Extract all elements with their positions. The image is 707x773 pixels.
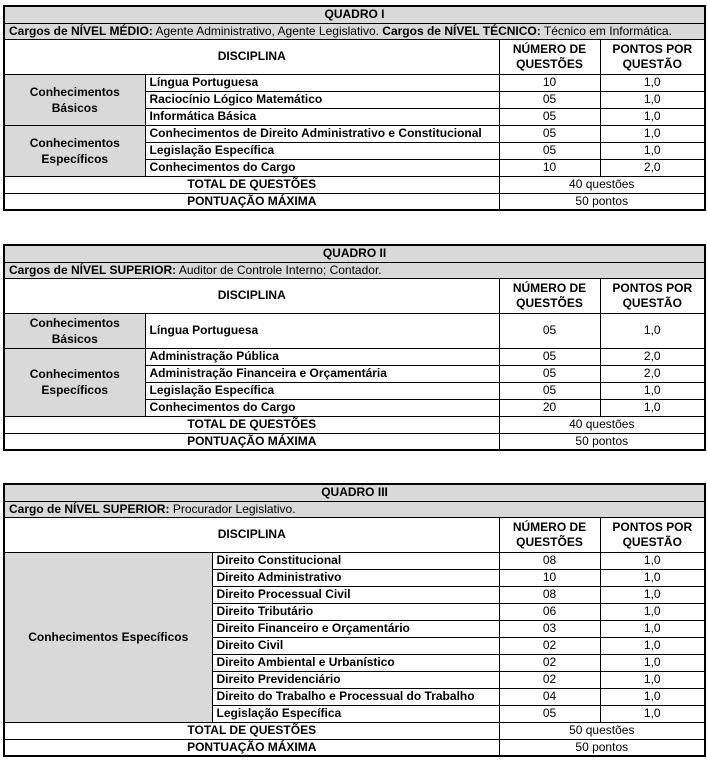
points: 1,0 [600, 399, 705, 416]
questions: 05 [499, 142, 600, 159]
points: 1,0 [600, 586, 705, 603]
discipline: Direito Tributário [212, 603, 499, 620]
discipline: Conhecimentos de Direito Administrativo e Constitucional [145, 125, 499, 142]
quadro-subtitle [4, 23, 705, 39]
discipline: Direito Processual Civil [212, 586, 499, 603]
discipline: Conhecimentos do Cargo [145, 159, 499, 176]
points: 1,0 [600, 313, 705, 348]
max-label: PONTUAÇÃO MÁXIMA [4, 739, 499, 756]
discipline: Informática Básica [145, 108, 499, 125]
questions: 02 [499, 654, 600, 671]
total-value: 50 questões [499, 722, 705, 739]
questions: 10 [499, 569, 600, 586]
points: 1,0 [600, 125, 705, 142]
points: 1,0 [600, 569, 705, 586]
discipline: Administração Pública [145, 348, 499, 365]
total-value: 40 questões [499, 416, 705, 433]
questions: 08 [499, 552, 600, 569]
discipline: Direito do Trabalho e Processual do Trabalho [212, 688, 499, 705]
quadro-subtitle [4, 501, 705, 517]
questions: 02 [499, 637, 600, 654]
points: 1,0 [600, 654, 705, 671]
discipline: Raciocínio Lógico Matemático [145, 91, 499, 108]
discipline: Direito Constitucional [212, 552, 499, 569]
discipline: Direito Previdenciário [212, 671, 499, 688]
max-label: PONTUAÇÃO MÁXIMA [4, 193, 499, 210]
discipline: Legislação Específica [212, 705, 499, 722]
points: 2,0 [600, 365, 705, 382]
discipline: Direito Administrativo [212, 569, 499, 586]
quadro-subtitle [4, 262, 705, 278]
points: 1,0 [600, 620, 705, 637]
level-roles: Auditor de Controle Interno; Contador. [176, 262, 382, 277]
quadro-title: QUADRO III [4, 484, 705, 501]
total-label: TOTAL DE QUESTÕES [4, 176, 499, 193]
quadro-2 [3, 244, 704, 451]
questions: 05 [499, 348, 600, 365]
quadro-title: QUADRO I [4, 6, 705, 23]
discipline: Língua Portuguesa [145, 74, 499, 91]
points: 1,0 [600, 603, 705, 620]
col-disciplina: DISCIPLINA [4, 517, 499, 552]
questions: 05 [499, 108, 600, 125]
points: 1,0 [600, 688, 705, 705]
discipline: Língua Portuguesa [145, 313, 499, 348]
quadro-2-table [3, 244, 706, 451]
questions: 05 [499, 313, 600, 348]
level-label: Cargos de NÍVEL SUPERIOR: [9, 262, 177, 277]
max-label: PONTUAÇÃO MÁXIMA [4, 433, 499, 450]
questions: 10 [499, 74, 600, 91]
discipline: Direito Financeiro e Orçamentário [212, 620, 499, 637]
category-cell: Conhecimentos Básicos [4, 74, 145, 125]
questions: 10 [499, 159, 600, 176]
questions: 05 [499, 382, 600, 399]
category-cell: Conhecimentos Específicos [4, 348, 145, 416]
col-pontos-questao: PONTOS POR QUESTÃO [600, 39, 705, 74]
points: 1,0 [600, 142, 705, 159]
category-cell: Conhecimentos Específicos [4, 552, 212, 722]
discipline: Direito Civil [212, 637, 499, 654]
level-label: Cargo de NÍVEL SUPERIOR: [9, 501, 170, 516]
level-roles: Agente Administrativo, Agente Legislativo. [152, 23, 383, 38]
quadro-1-table [3, 5, 706, 211]
points: 1,0 [600, 671, 705, 688]
col-disciplina: DISCIPLINA [4, 39, 499, 74]
col-num-questoes: NÚMERO DE QUESTÕES [499, 517, 600, 552]
questions: 20 [499, 399, 600, 416]
questions: 08 [499, 586, 600, 603]
discipline: Administração Financeira e Orçamentária [145, 365, 499, 382]
questions: 02 [499, 671, 600, 688]
col-pontos-questao: PONTOS POR QUESTÃO [600, 517, 705, 552]
points: 1,0 [600, 108, 705, 125]
total-value: 40 questões [499, 176, 705, 193]
discipline: Legislação Específica [145, 142, 499, 159]
level-roles: Técnico em Informática. [540, 23, 672, 38]
total-label: TOTAL DE QUESTÕES [4, 416, 499, 433]
points: 2,0 [600, 159, 705, 176]
quadro-1 [3, 5, 704, 211]
category-cell: Conhecimentos Básicos [4, 313, 145, 348]
total-label: TOTAL DE QUESTÕES [4, 722, 499, 739]
questions: 03 [499, 620, 600, 637]
level-roles: Procurador Legislativo. [169, 501, 296, 516]
col-disciplina: DISCIPLINA [4, 278, 499, 313]
questions: 05 [499, 125, 600, 142]
points: 1,0 [600, 382, 705, 399]
max-value: 50 pontos [499, 193, 705, 210]
points: 1,0 [600, 552, 705, 569]
quadro-title: QUADRO II [4, 245, 705, 262]
level-label: Cargos de NÍVEL MÉDIO: [9, 23, 153, 38]
col-num-questoes: NÚMERO DE QUESTÕES [499, 278, 600, 313]
level-label: Cargos de NÍVEL TÉCNICO: [382, 23, 541, 38]
quadro-3 [3, 483, 704, 757]
questions: 05 [499, 91, 600, 108]
points: 1,0 [600, 74, 705, 91]
questions: 04 [499, 688, 600, 705]
discipline: Direito Ambiental e Urbanístico [212, 654, 499, 671]
points: 1,0 [600, 91, 705, 108]
points: 1,0 [600, 705, 705, 722]
discipline: Conhecimentos do Cargo [145, 399, 499, 416]
questions: 05 [499, 365, 600, 382]
points: 1,0 [600, 637, 705, 654]
questions: 06 [499, 603, 600, 620]
max-value: 50 pontos [499, 433, 705, 450]
discipline: Legislação Específica [145, 382, 499, 399]
questions: 05 [499, 705, 600, 722]
category-cell: Conhecimentos Específicos [4, 125, 145, 176]
max-value: 50 pontos [499, 739, 705, 756]
points: 2,0 [600, 348, 705, 365]
col-pontos-questao: PONTOS POR QUESTÃO [600, 278, 705, 313]
col-num-questoes: NÚMERO DE QUESTÕES [499, 39, 600, 74]
quadro-3-table [3, 483, 706, 757]
